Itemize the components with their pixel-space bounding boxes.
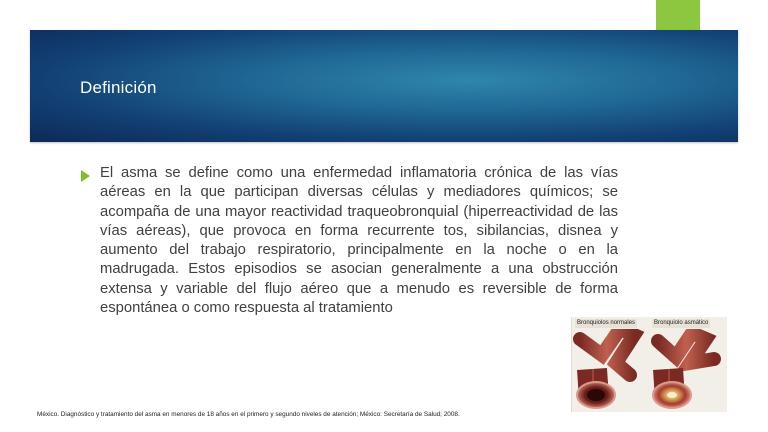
definition-text: El asma se define como una enfermedad inflamatoria crónica de las vías aéreas en la que participan diversas células y mediadores químicos; se acompaña de una mayor reactividad traqueobronquial (hiperreactividad de las vías aéreas), que provoca en forma recurrente tos, sibilancias, disnea y aumento del trabajo respiratorio, principalmente en la noche o en la madrugada. Estos episodios se asocian generalmente a una obstrucción extensa y variable del flujo aéreo que a menudo es reversible de forma espontánea o como respuesta al tratamiento bbox=[100, 165, 618, 317]
figure-label-asthmatic: Bronquiolo asmático bbox=[654, 320, 709, 326]
bronchiole-drawing bbox=[572, 329, 727, 412]
bronchiole-illustration bbox=[571, 317, 727, 412]
bullet-arrow-icon bbox=[81, 170, 90, 182]
slide-title: Definición bbox=[80, 78, 157, 97]
figure-label-normal: Bronquiolos normales bbox=[577, 320, 636, 326]
reference-citation: México. Diagnóstico y tratamiento del asma en menores de 18 años en el primero y segundo niveles de atención; México: Secretaría de Salud; 2008. bbox=[37, 411, 460, 418]
title-band bbox=[30, 30, 738, 142]
